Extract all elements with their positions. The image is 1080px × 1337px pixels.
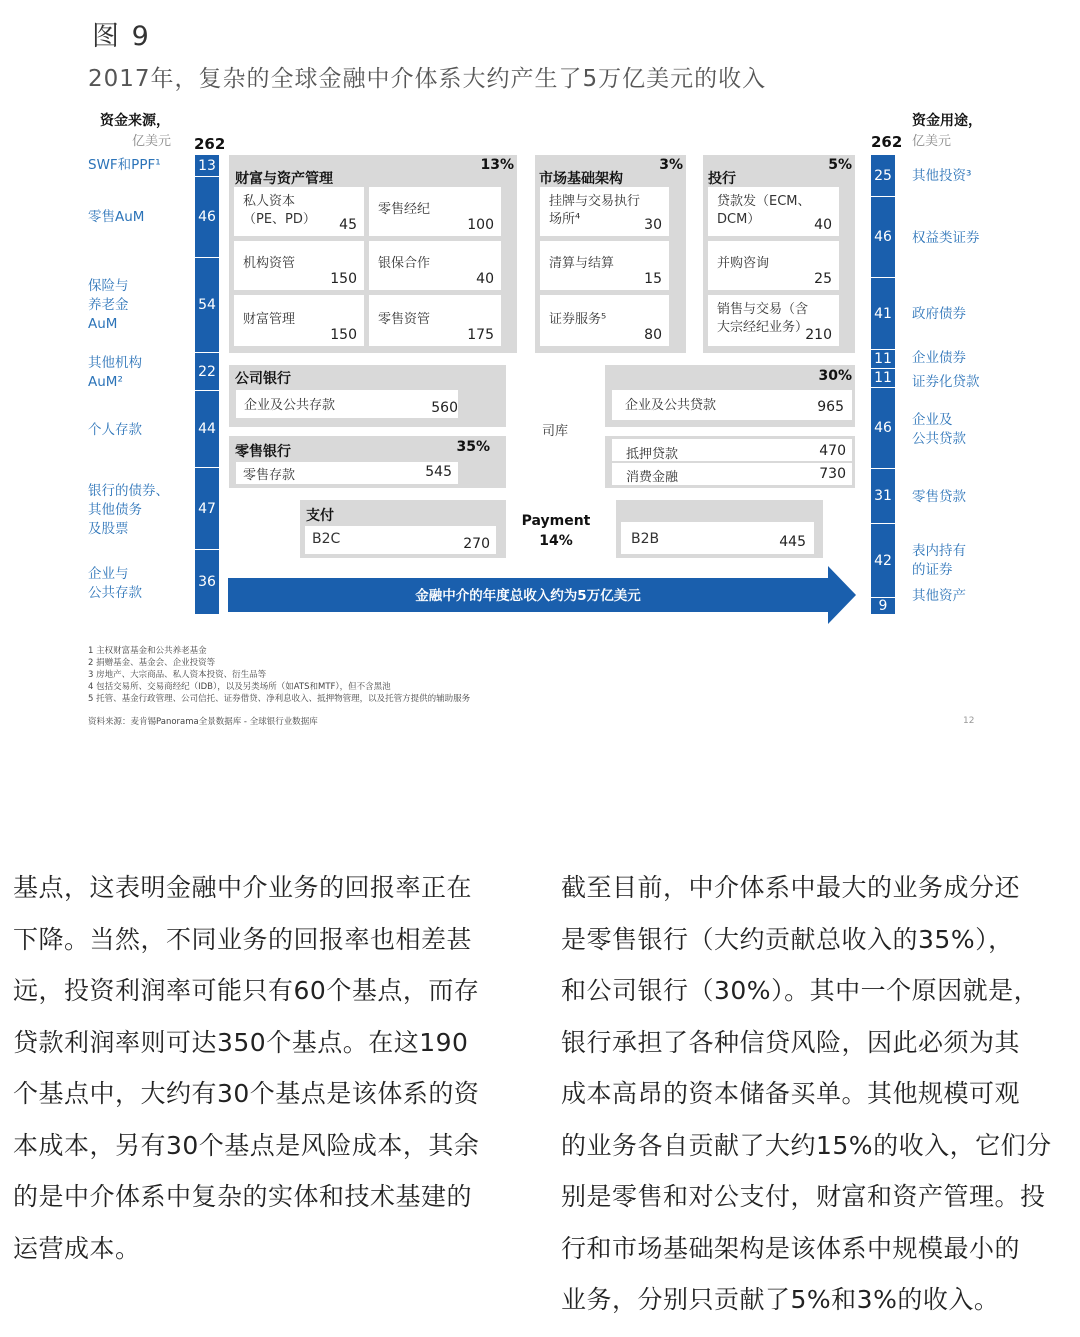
body-line: 是零售银行（大约贡献总收入的35%）， (561, 924, 1014, 954)
block-title: 投行 (708, 171, 736, 187)
cell-value: 965 (817, 399, 844, 415)
arrow-label: 金融中介的年度总收入约为5万亿美元 (415, 588, 641, 604)
body-line: 基点，这表明金融中介业务的回报率正在 (13, 873, 473, 902)
body-line: 本成本，另有30个基点是风险成本，其余 (13, 1130, 480, 1160)
body-line: 运营成本。 (13, 1233, 141, 1263)
cell-value: 445 (779, 534, 806, 550)
right-label-held-securities: 表内持有 的证券 (912, 543, 966, 578)
cell-label: 并购咨询 (717, 256, 770, 271)
body-line: 下降。当然，不同业务的回报率也相差甚 (13, 924, 473, 954)
body-line: 别是零售和对公支付，财富和资产管理。投 (561, 1182, 1046, 1211)
source-note: 资料来源：麦肯锡Panorama全景数据库 - 全球银行业数据库 (88, 717, 318, 727)
cell-value: 40 (814, 217, 832, 233)
segment-value: 36 (198, 574, 216, 590)
corporate-banking-left-block (229, 365, 506, 427)
body-line: 贷款利润率则可达350个基点。在这190 (13, 1027, 469, 1057)
segment-value: 54 (198, 297, 216, 313)
cell-value: 25 (814, 271, 832, 287)
segment-value: 46 (874, 229, 892, 245)
segment-value: 44 (198, 421, 216, 437)
segment-value: 11 (874, 370, 892, 386)
left-label-bank-bonds: 银行的债券、 其他债务 及股票 (88, 483, 169, 537)
segment-value: 41 (874, 305, 892, 322)
segment-value: 22 (198, 363, 216, 380)
left-label-other-inst: 其他机构 AuM² (88, 355, 142, 390)
market-infrastructure-block (535, 155, 686, 353)
segment-value: 46 (874, 420, 892, 436)
cell-label: 机构资管 (243, 256, 296, 271)
left-bar-segment (195, 391, 219, 468)
investment-banking-block (703, 155, 855, 353)
footnote: 1 主权财富基金和公共养老基金 (88, 646, 207, 656)
left-bar-segment (195, 468, 219, 550)
cell-value: 545 (425, 464, 452, 480)
payment-center-label: Payment (521, 513, 591, 529)
cell-value: 175 (467, 327, 494, 343)
left-label-swf: SWF和PPF¹ (88, 157, 161, 173)
left-axis-title: 资金来源， (100, 113, 170, 129)
wealth-management-block (229, 155, 517, 353)
right-bar-segment (871, 369, 895, 388)
left-bar-segment (195, 258, 219, 353)
right-label-other-investments: 其他投资³ (912, 168, 972, 184)
body-line: 业务，分别只贡献了5%和3%的收入。 (561, 1285, 1000, 1314)
b2c-cell (305, 526, 496, 554)
segment-value: 11 (874, 351, 892, 367)
cell-label: 销售与交易（含 大宗经纪业务） (717, 302, 809, 335)
cell-label: 银保合作 (378, 256, 431, 271)
cell-label: 零售资管 (378, 312, 431, 327)
cell-label: 企业及公共存款 (244, 398, 336, 413)
payment-center (512, 511, 600, 551)
cell-value: 270 (463, 536, 490, 552)
right-label-gov-bonds: 政府债券 (912, 306, 966, 322)
figure-title: 2017年，复杂的全球金融中介体系大约产生了5万亿美元的收入 (88, 66, 767, 92)
block-percent: 30% (818, 368, 852, 384)
cell-label: 挂牌与交易执行 场所⁴ (549, 194, 641, 227)
right-bar-segment (871, 469, 895, 524)
corporate-loans-cell (612, 390, 852, 420)
right-bar-segment (871, 278, 895, 350)
segment-value: 9 (878, 598, 888, 614)
corporate-deposits-cell (236, 390, 458, 418)
retail-banking-right-block (605, 436, 855, 488)
left-label-insurance: 保险与 养老金 AuM (88, 278, 129, 332)
right-bar-segment (871, 155, 895, 197)
segment-value: 25 (874, 167, 892, 184)
block-title: 零售银行 (235, 444, 291, 460)
right-axis-total: 262 (871, 133, 903, 151)
cell-value: 45 (339, 217, 357, 233)
treasury-box (508, 366, 603, 488)
wealth-cell (234, 241, 364, 290)
body-paragraph-right (561, 862, 1052, 1326)
left-bar-segment (195, 155, 219, 177)
ib-cell (708, 295, 839, 346)
left-axis-unit: 亿美元 (132, 134, 172, 149)
cell-value: 470 (819, 443, 846, 459)
body-line: 成本高昂的资本储备买单。其他规模可观 (561, 1079, 1021, 1108)
ib-cell (708, 187, 839, 236)
left-sources-bar (195, 155, 219, 614)
wealth-cell (369, 241, 501, 290)
block-percent: 3% (659, 157, 683, 173)
cell-value: 80 (644, 327, 662, 343)
segment-value: 42 (874, 552, 892, 569)
cell-value: 40 (476, 271, 494, 287)
cell-label: 抵押贷款 (626, 447, 679, 462)
footnote: 5 托管、基金行政管理、公司信托、证券借贷、净利息收入、抵押物管理，以及托管方提供的辅助服务 (88, 694, 471, 704)
block-percent: 13% (480, 157, 514, 173)
right-label-retail-loans: 零售贷款 (912, 489, 966, 505)
block-percent: 5% (828, 157, 852, 173)
cell-value: 30 (644, 217, 662, 233)
right-label-corp-loans: 企业及 公共贷款 (912, 412, 966, 447)
cell-label: B2B (631, 531, 660, 547)
right-bar-segment (871, 598, 895, 614)
retail-deposits-cell (236, 462, 458, 484)
cell-label: 零售经纪 (378, 202, 431, 217)
right-label-other-assets: 其他资产 (912, 588, 966, 604)
wealth-cell (234, 187, 364, 236)
cell-value: 730 (819, 466, 846, 482)
body-line: 行和市场基础架构是该体系中规模最小的 (561, 1233, 1021, 1263)
segment-value: 46 (198, 209, 216, 225)
right-axis-unit: 亿美元 (912, 134, 952, 149)
cell-label: B2C (312, 531, 341, 547)
cell-label: 贷款发（ECM、 DCM） (717, 194, 811, 227)
body-line: 和公司银行（30%）。其中一个原因就是， (561, 976, 1040, 1005)
segment-value: 31 (874, 488, 892, 504)
payment-center-percent: 14% (539, 533, 573, 549)
cell-value: 100 (467, 217, 494, 233)
right-bar-segment (871, 197, 895, 278)
block-title: 财富与资产管理 (235, 171, 333, 187)
segment-value: 47 (198, 500, 216, 517)
right-bar-segment (871, 350, 895, 369)
market-cell (540, 241, 669, 290)
left-label-retail-aum: 零售AuM (88, 209, 145, 225)
right-label-securitized-loans: 证券化贷款 (912, 374, 980, 390)
figure-label: 图 9 (92, 21, 151, 52)
footnote: 2 捐赠基金、基金会、企业投资等 (88, 658, 216, 668)
cell-label: 零售存款 (243, 468, 296, 483)
payments-left-block (300, 500, 506, 558)
cell-label: 证券服务⁵ (549, 312, 607, 327)
consumer-finance-cell (612, 463, 852, 485)
mortgage-cell (612, 439, 852, 461)
body-line: 的是中介体系中复杂的实体和技术基建的 (13, 1182, 473, 1211)
right-bar-segment (871, 388, 895, 469)
body-line: 个基点中，大约有30个基点是该体系的资 (13, 1079, 480, 1108)
footnote: 4 包括交易所、交易商经纪（IDB），以及另类场所（如ATS和MTF），但不含黑池 (88, 682, 391, 692)
segment-value: 13 (198, 157, 216, 174)
right-label-corp-bonds: 企业债券 (912, 350, 966, 366)
cell-value: 150 (330, 271, 357, 287)
left-axis-total: 262 (194, 135, 226, 153)
left-label-corp-deposits: 企业与 公共存款 (88, 566, 142, 601)
block-title: 公司银行 (235, 371, 291, 387)
cell-label: 私人资本 （PE、PD） (243, 194, 316, 227)
cell-value: 15 (644, 271, 662, 287)
market-cell (540, 295, 669, 346)
left-bar-segment (195, 550, 219, 614)
block-title: 市场基础架构 (539, 171, 623, 187)
body-line: 的业务各自贡献了大约15%的收入，它们分 (561, 1130, 1052, 1160)
right-axis-title: 资金用途， (912, 113, 982, 129)
right-uses-bar (871, 155, 895, 614)
cell-label: 财富管理 (243, 312, 296, 327)
cell-value: 210 (805, 327, 832, 343)
body-line: 远，投资利润率可能只有60个基点，而存 (13, 976, 480, 1005)
retail-banking-left-block (229, 436, 506, 488)
footnote: 3 房地产、大宗商品、私人资本投资、衍生品等 (88, 670, 267, 680)
b2b-cell (621, 522, 814, 554)
cell-value: 150 (330, 327, 357, 343)
cell-label: 企业及公共贷款 (625, 398, 717, 413)
corporate-banking-right-block (605, 365, 855, 427)
cell-label: 消费金融 (626, 470, 679, 485)
right-label-equities: 权益类证券 (912, 230, 980, 246)
wealth-cell (234, 295, 364, 346)
right-bar-segment (871, 524, 895, 598)
body-line: 截至目前，中介体系中最大的业务成分还 (561, 873, 1021, 902)
left-bar-segment (195, 353, 219, 391)
wealth-cell (369, 187, 501, 236)
cell-value: 560 (431, 400, 458, 416)
left-bar-segment (195, 177, 219, 258)
page-number: 12 (963, 716, 975, 726)
left-label-personal-deposits: 个人存款 (88, 422, 142, 438)
payments-right-block (616, 500, 823, 558)
cell-label: 清算与结算 (549, 256, 615, 271)
block-percent: 35% (456, 439, 490, 455)
treasury-label: 司库 (542, 424, 569, 439)
wealth-cell (369, 295, 501, 346)
market-cell (540, 187, 669, 236)
block-title: 支付 (306, 508, 334, 524)
body-paragraph-left (13, 862, 479, 1274)
body-line: 银行承担了各种信贷风险，因此必须为其 (561, 1027, 1021, 1057)
ib-cell (708, 241, 839, 290)
